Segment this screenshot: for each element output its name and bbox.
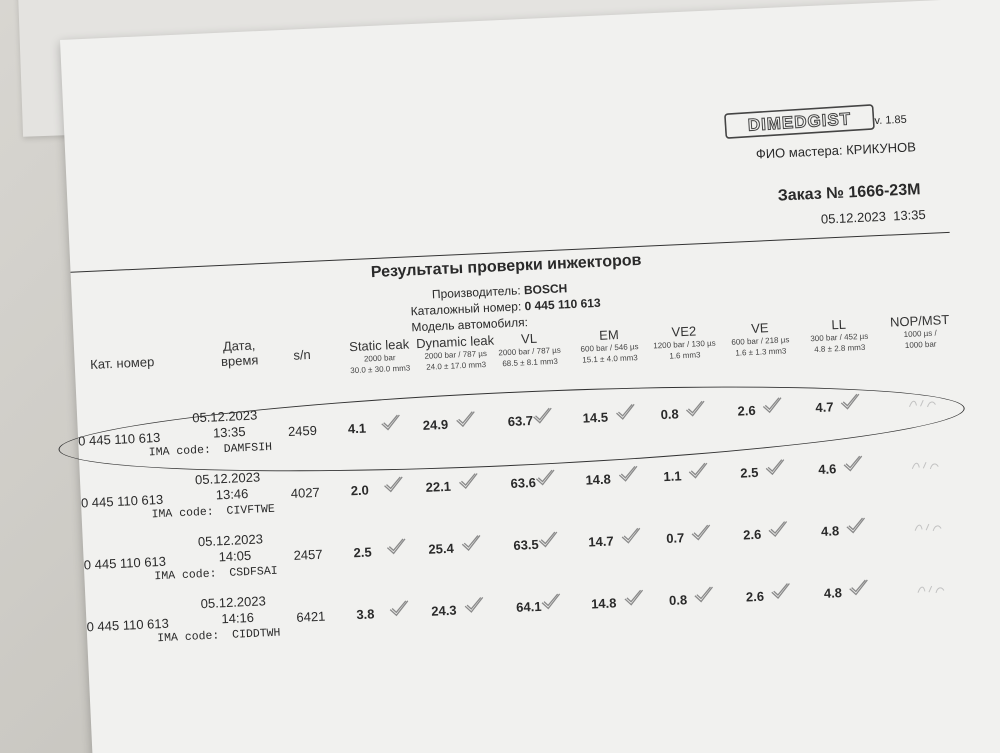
printout-sheet: [60, 0, 1000, 753]
ima-label: IMA code:: [154, 567, 217, 584]
column-name: s/n: [293, 346, 312, 363]
order-label: Заказ №: [777, 184, 845, 205]
pass-check-icon: [622, 588, 645, 607]
pass-check-icon: [385, 537, 408, 556]
ima-code-cell: CIDDTWH: [231, 626, 281, 642]
measurement-cell: 24.9: [422, 416, 449, 433]
column-name: EM: [598, 326, 620, 343]
measurement-cell: 14.8: [585, 471, 612, 488]
column-tolerance: 24.0 ± 17.0 mm3: [426, 360, 487, 372]
master-label: ФИО мастера:: [755, 142, 843, 162]
measurement-cell: 24.3: [430, 602, 457, 619]
column-condition: 300 bar / 452 µs: [810, 331, 869, 344]
faint-handwritten-mark: [910, 459, 941, 475]
order-number: 1666-23M: [848, 181, 921, 202]
serial-number-cell: 2459: [287, 422, 318, 440]
column-name: VE: [750, 320, 769, 336]
column-name: NOP/MST: [889, 311, 950, 330]
measurement-cell: 14.8: [590, 595, 617, 612]
master-line: [756, 139, 917, 161]
measurement-cell: 0.8: [660, 406, 680, 423]
measurement-cell: 1.1: [663, 468, 682, 485]
column-header: [649, 322, 721, 362]
measurement-cell: 2.6: [745, 588, 765, 605]
order-line: [777, 181, 920, 205]
column-header: [803, 315, 875, 355]
master-name: КРИКУНОВ: [845, 139, 917, 158]
pass-check-icon: [692, 585, 715, 604]
dimedgist-logo: [724, 102, 876, 141]
column-header: [494, 329, 566, 369]
pass-check-icon: [842, 454, 865, 473]
scribble-icon: [916, 582, 947, 595]
catalog-number-cell: 0 445 110 613: [77, 429, 161, 449]
measurement-cell: 2.0: [350, 482, 370, 499]
test-time-cell: 14:16: [221, 609, 255, 627]
pass-check-icon: [534, 468, 557, 487]
catalog-label: Каталожный номер:: [410, 299, 522, 319]
report-title: Результаты проверки инжекторов: [370, 251, 642, 282]
order-date: 05.12.2023: [820, 208, 887, 227]
model-label: Модель автомобиля:: [411, 315, 529, 335]
test-time-cell: 14:05: [218, 547, 252, 565]
test-time-cell: 13:35: [212, 423, 246, 441]
measurement-cell: 4.1: [347, 420, 367, 437]
column-name: Static leak: [348, 336, 410, 355]
manufacturer-label: Производитель:: [431, 283, 521, 302]
column-name: LL: [831, 316, 847, 333]
ima-label: IMA code:: [156, 629, 220, 646]
column-tolerance: 4.8 ± 2.8 mm3: [814, 342, 866, 355]
faint-handwritten-mark: [916, 582, 947, 598]
column-header: [74, 353, 170, 372]
measurement-cell: 0.7: [665, 530, 685, 547]
column-header: [339, 336, 421, 377]
measurement-cell: 14.5: [582, 409, 609, 426]
column-name-line2: время: [220, 352, 259, 370]
measurement-cell: 4.7: [815, 399, 834, 416]
manufacturer-value: BOSCH: [523, 281, 568, 298]
measurement-cell: 2.6: [742, 526, 762, 543]
catalog-number-cell: 0 445 110 613: [83, 553, 167, 573]
test-date-cell: 05.12.2023: [200, 593, 267, 612]
ima-code-cell: DAMFSIH: [223, 440, 273, 456]
column-name: Кат. номер: [89, 354, 155, 372]
test-date-cell: 05.12.2023: [197, 531, 264, 550]
measurement-cell: 63.5: [513, 536, 540, 553]
column-name: Дата,: [222, 337, 256, 354]
column-condition: 2000 bar: [363, 353, 396, 364]
column-condition: 600 bar / 218 µs: [731, 335, 790, 347]
serial-number-cell: 6421: [296, 608, 326, 625]
column-header: [284, 347, 320, 364]
column-condition: 1000 µs /: [903, 328, 937, 340]
column-name: Dynamic leak: [415, 332, 495, 352]
column-condition: 2000 bar / 787 µs: [424, 348, 488, 361]
column-tolerance: 15.1 ± 4.0 mm3: [582, 353, 638, 365]
column-condition: 600 bar / 546 µs: [580, 342, 639, 354]
measurement-cell: 22.1: [425, 478, 452, 495]
pass-check-icon: [844, 516, 867, 535]
ima-label: IMA code:: [151, 505, 214, 522]
pass-check-icon: [457, 471, 480, 490]
pass-check-icon: [764, 458, 787, 477]
column-tolerance: 68.5 ± 8.1 mm3: [502, 356, 559, 369]
pass-check-icon: [769, 581, 792, 600]
order-time: 13:35: [892, 206, 927, 224]
measurement-cell: 3.8: [356, 606, 375, 623]
column-tolerance: 1.6 mm3: [669, 350, 701, 361]
column-header: [883, 312, 957, 352]
measurement-cell: 2.5: [740, 464, 759, 481]
order-datetime: [821, 207, 926, 227]
test-date-cell: 05.12.2023: [191, 407, 258, 426]
catalog-value: 0 445 110 613: [524, 295, 601, 314]
measurement-cell: 0.8: [668, 592, 688, 608]
catalog-number-cell: 0 445 110 613: [86, 615, 170, 635]
pass-check-icon: [537, 530, 560, 549]
measurement-cell: 2.5: [353, 544, 372, 561]
column-tolerance: 1000 bar: [904, 339, 937, 350]
measurement-cell: 4.6: [817, 461, 837, 478]
pass-check-icon: [388, 599, 411, 618]
test-time-cell: 13:46: [215, 485, 249, 503]
pass-check-icon: [382, 475, 405, 494]
ima-label: IMA code:: [148, 443, 212, 460]
pass-check-icon: [847, 578, 870, 597]
pass-check-icon: [690, 523, 713, 542]
serial-number-cell: 2457: [293, 546, 323, 563]
column-header: [204, 337, 275, 370]
ima-code-cell: CSDFSAI: [229, 564, 278, 580]
pass-check-icon: [460, 533, 483, 552]
scribble-icon: [913, 520, 944, 533]
measurement-cell: 64.1: [515, 598, 542, 615]
printout-content: [60, 0, 1000, 753]
catalog-number-cell: 0 445 110 613: [80, 491, 164, 511]
ima-code-cell: CIVFTWE: [226, 502, 276, 518]
measurement-cell: 63.6: [510, 474, 537, 492]
pass-check-icon: [463, 595, 486, 614]
pass-check-icon: [767, 519, 790, 538]
pass-check-icon: [620, 526, 643, 545]
column-header: [414, 333, 498, 374]
column-name: VL: [520, 330, 538, 347]
measurement-cell: 25.4: [428, 540, 455, 557]
pass-check-icon: [687, 461, 710, 480]
pass-check-icon: [540, 592, 563, 611]
faint-handwritten-mark: [913, 520, 944, 536]
measurement-cell: 4.8: [820, 523, 840, 539]
column-condition: 2000 bar / 787 µs: [498, 345, 562, 358]
test-date-cell: 05.12.2023: [194, 469, 261, 488]
column-condition: 1200 bar / 130 µs: [653, 338, 716, 351]
column-header: [574, 326, 646, 366]
column-tolerance: 1.6 ± 1.3 mm3: [735, 346, 787, 358]
measurement-cell: 14.7: [587, 533, 614, 550]
svg-text:DIMEDGIST: DIMEDGIST: [747, 109, 852, 135]
column-tolerance: 30.0 ± 30.0 mm3: [350, 363, 411, 376]
column-header: [723, 319, 797, 359]
serial-number-cell: 4027: [290, 484, 321, 501]
version-label: v. 1.85: [874, 113, 907, 128]
measurement-cell: 63.7: [507, 412, 534, 430]
scribble-icon: [910, 459, 941, 472]
pass-check-icon: [617, 464, 640, 483]
column-name: VE2: [671, 323, 697, 340]
measurement-cell: 2.6: [737, 402, 756, 419]
measurement-cell: 4.8: [823, 585, 843, 601]
